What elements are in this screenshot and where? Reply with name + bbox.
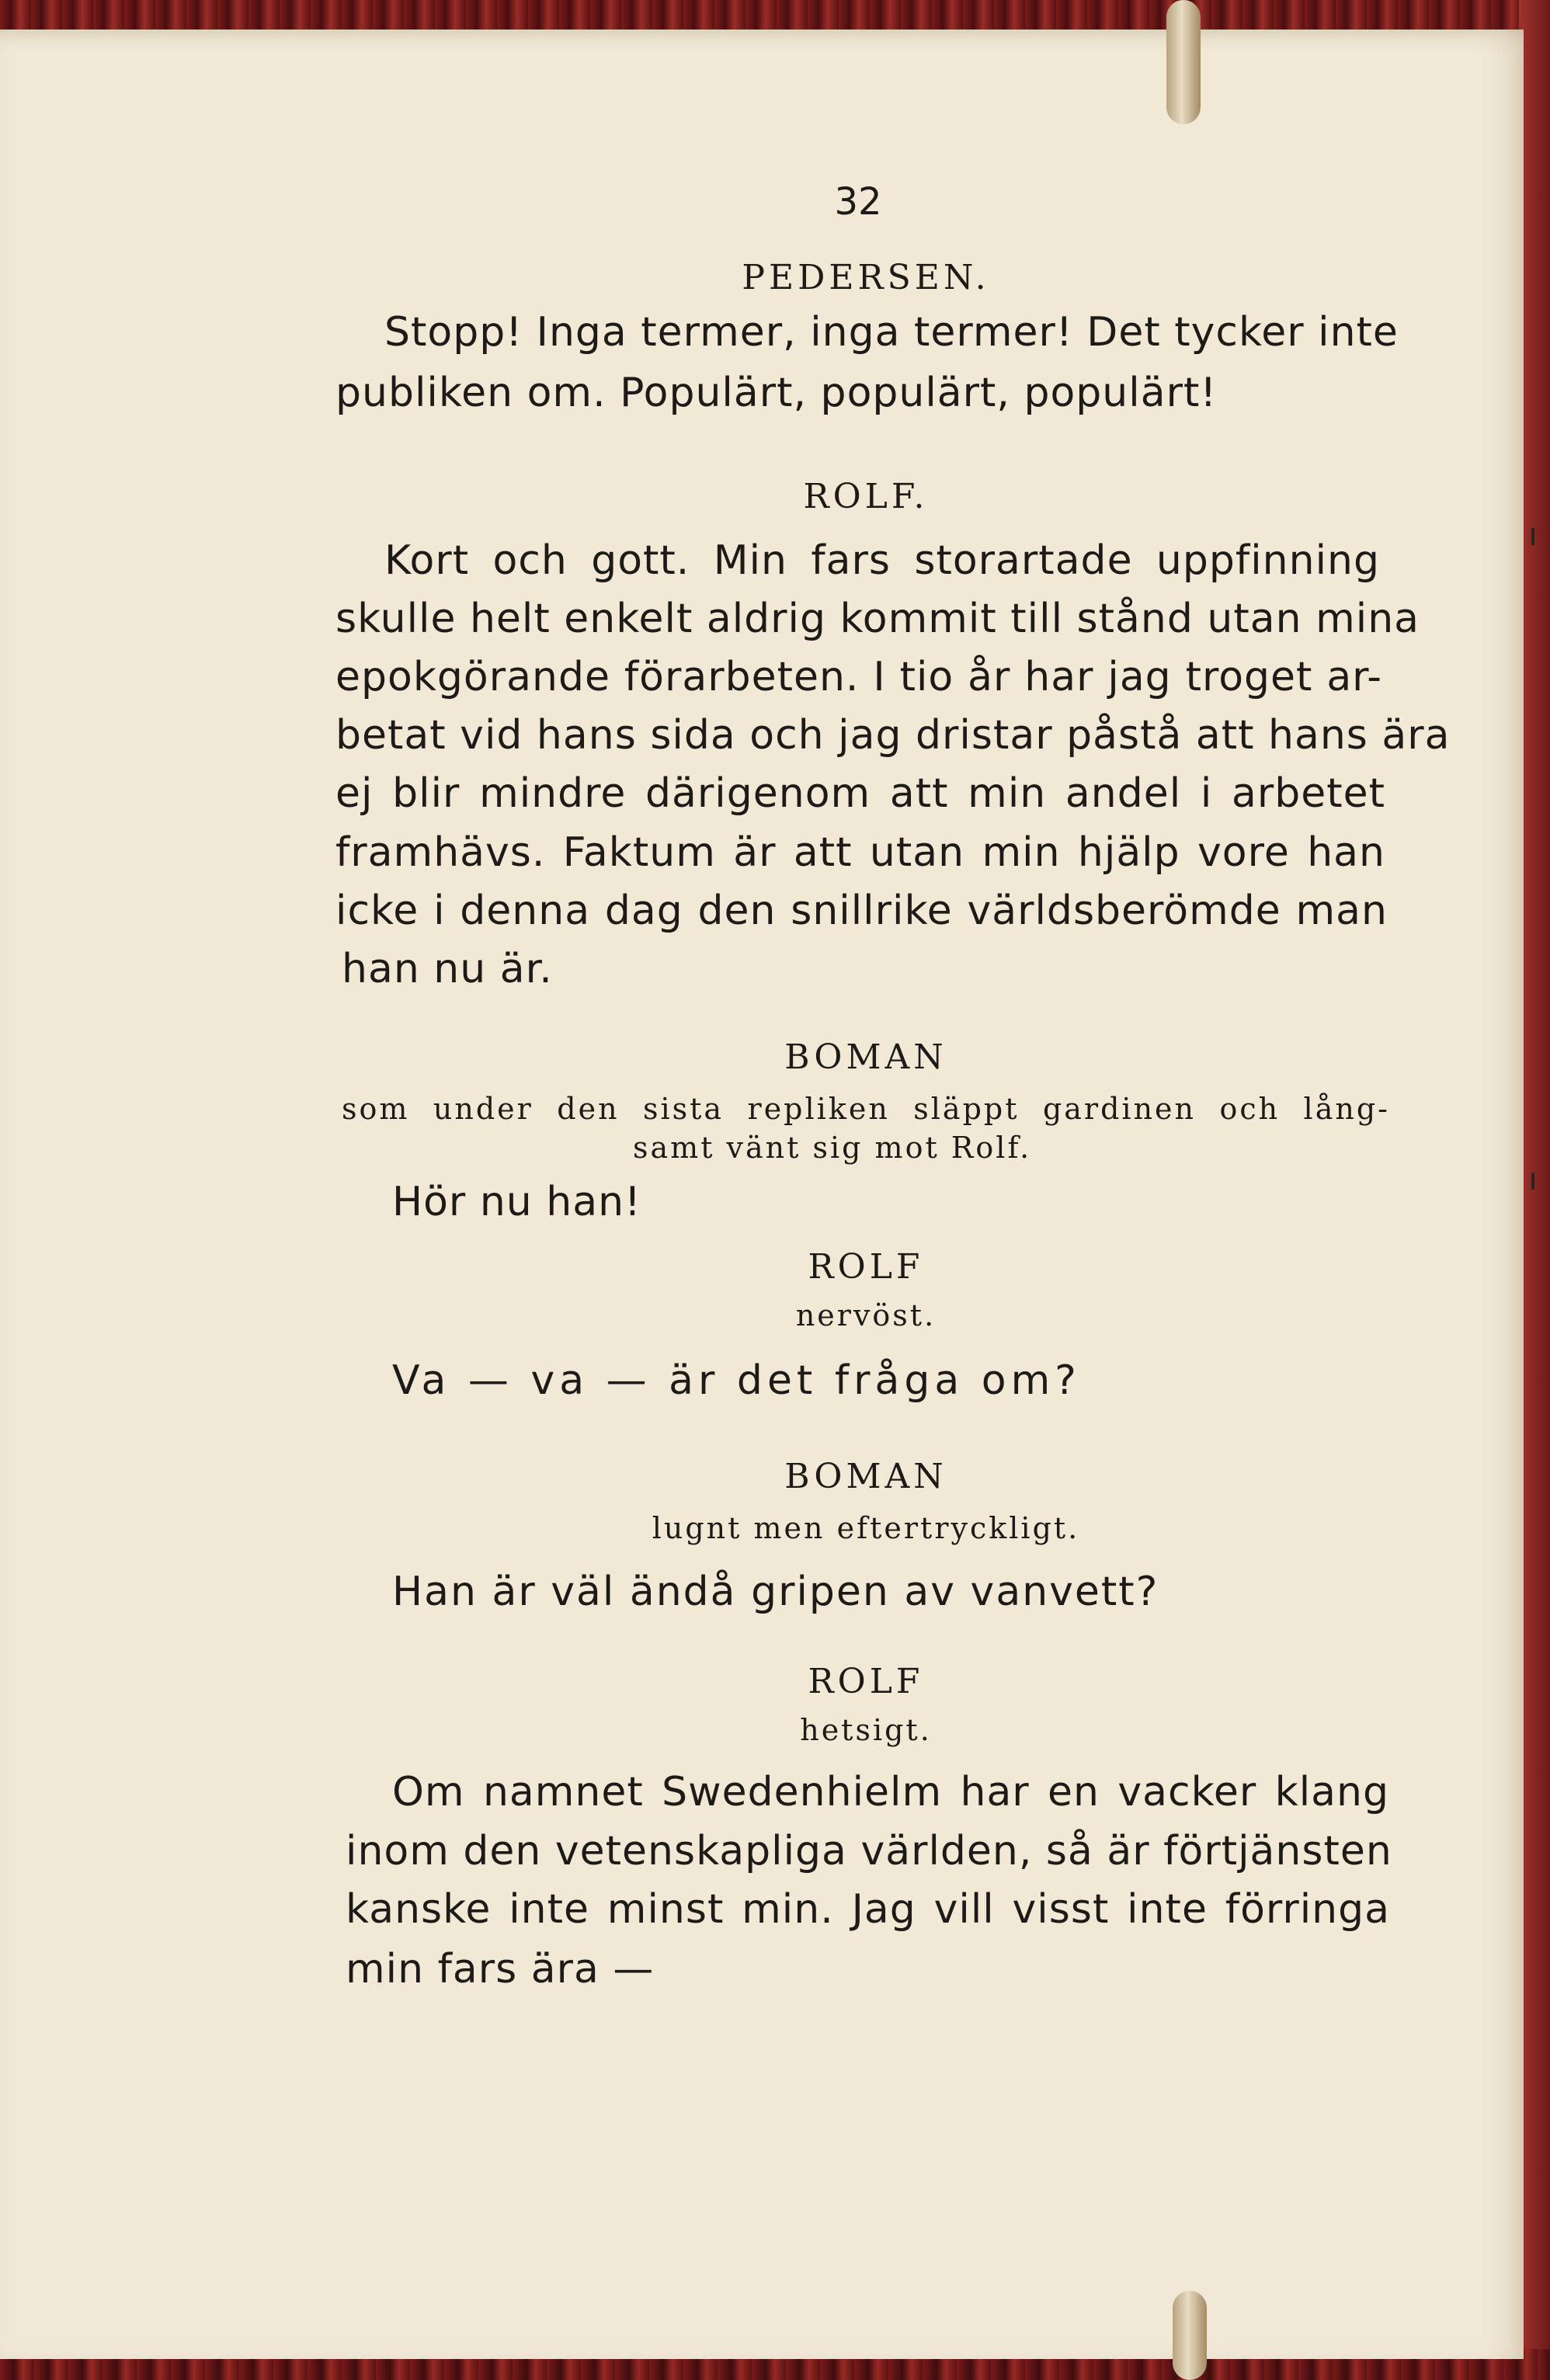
speaker-name: ROLF [808,1662,924,1701]
stage-direction: hetsigt. [800,1713,932,1747]
margin-mark [1531,1173,1534,1190]
dialogue-line: icke i denna dag den snillrike världsberömde man [335,888,1388,934]
dialogue-line: Hör nu han! [392,1179,641,1225]
book-binding-edge [1519,0,1550,2380]
dialogue-line: inom den vetenskapliga världen, så är förtjänsten [346,1828,1392,1874]
dialogue-line: Om namnet Swedenhielm har en vacker klang [392,1769,1389,1815]
speaker-name: BOMAN [784,1457,947,1496]
speaker-name: BOMAN [784,1037,947,1077]
speaker-name: ROLF [808,1247,924,1287]
dialogue-line: ej blir mindre därigenom att min andel i arbetet [335,770,1385,817]
dialogue-line: Stopp! Inga termer, inga termer! Det tycker inte [384,309,1399,356]
stage-direction: nervöst. [795,1298,937,1332]
page-number: 32 [834,180,882,224]
dialogue-line: epokgörande förarbeten. I tio år har jag troget ar- [335,654,1382,700]
dialogue-line: Kort och gott. Min fars storartade uppfinning [384,537,1380,584]
stage-direction: lugnt men eftertryckligt. [652,1511,1080,1545]
binding-thread-top [1166,0,1201,124]
dialogue-line: betat vid hans sida och jag dristar påstå att hans ära [335,712,1451,759]
stage-direction: som under den sista repliken släppt gardinen och lång- [342,1092,1390,1126]
dialogue-line: Han är väl ändå gripen av vanvett? [392,1569,1159,1615]
dialogue-line: min fars ära — [346,1946,655,1993]
binding-thread-bottom [1173,2291,1207,2380]
dialogue-line: framhävs. Faktum är att utan min hjälp vore han [335,829,1385,876]
dialogue-line: skulle helt enkelt aldrig kommit till stånd utan mina [335,596,1420,642]
margin-mark [1531,528,1534,545]
speaker-name: ROLF. [803,477,929,516]
speaker-name: PEDERSEN. [742,258,990,297]
dialogue-line: han nu är. [342,946,553,992]
dialogue-line: kanske inte minst min. Jag vill visst inte förringa [346,1886,1390,1933]
stage-direction: samt vänt sig mot Rolf. [633,1131,1032,1165]
dialogue-line: Va — va — är det fråga om? [392,1357,1081,1404]
dialogue-line: publiken om. Populärt, populärt, populärt! [335,370,1218,416]
